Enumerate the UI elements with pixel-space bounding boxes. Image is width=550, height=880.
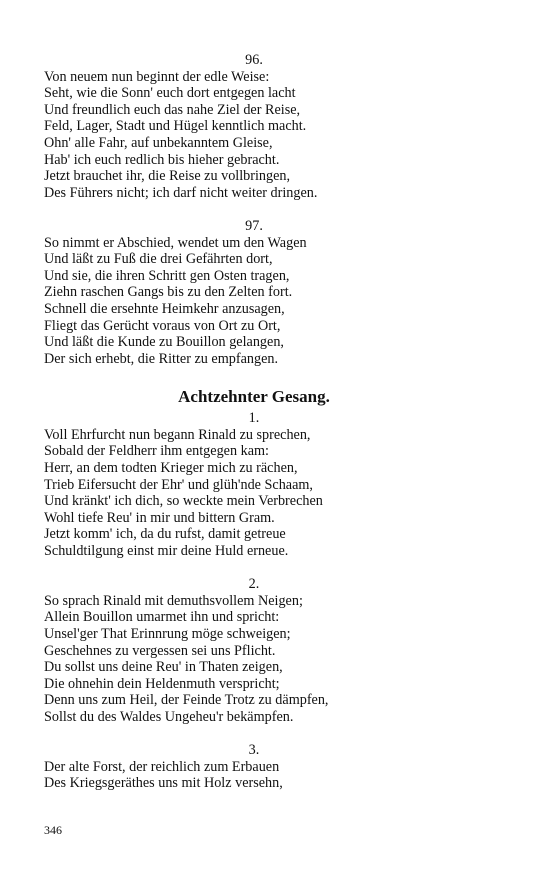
verse-line: Der sich erhebt, die Ritter zu empfangen.	[44, 350, 279, 367]
stanza-gap	[44, 201, 464, 218]
stanza-number: 2.	[248, 576, 260, 593]
verse-line: Trieb Eifersucht der Ehr' und glüh'nde Schaam,	[44, 476, 313, 493]
stanza-number: 97.	[245, 217, 263, 234]
verse-line: Allein Bouillon umarmet ihn und spricht:	[44, 609, 280, 626]
verse-line: Sobald der Feldherr ihm entgegen kam:	[44, 443, 269, 460]
verse-line: Und läßt zu Fuß die drei Gefährten dort,	[44, 251, 273, 268]
verse-line: Und läßt die Kunde zu Bouillon gelangen,	[44, 334, 284, 351]
stanza-96	[44, 52, 464, 201]
page-text	[44, 52, 464, 792]
verse-line: Du sollst uns deine Reu' in Thaten zeigen,	[44, 659, 283, 676]
verse-line: Und kränkt' ich dich, so weckte mein Verbrechen	[44, 493, 323, 510]
stanza-3	[44, 742, 464, 792]
stanza-number: 96.	[245, 52, 263, 68]
stanza-gap	[44, 726, 464, 743]
verse-line: Geschehnes zu vergessen sei uns Pflicht.	[44, 642, 276, 659]
verse-line: Des Kriegsgeräthes uns mit Holz versehn,	[44, 775, 283, 792]
stanza-number: 1.	[248, 410, 260, 427]
verse-line: Sollst du des Waldes Ungeheu'r bekämpfen.	[44, 708, 294, 725]
stanza-1	[44, 410, 464, 559]
canto-title: Achtzehnter Gesang.	[178, 387, 330, 407]
verse-line: Der alte Forst, der reichlich zum Erbauen	[44, 758, 280, 775]
page-number: 346	[44, 823, 62, 837]
verse-line: Schuldtilgung einst mir deine Huld erneue.	[44, 543, 289, 560]
verse-line: Und freundlich euch das nahe Ziel der Reise,	[44, 101, 301, 118]
verse-line: Von neuem nun beginnt der edle Weise:	[44, 68, 270, 85]
verse-line: Jetzt brauchet ihr, die Reise zu vollbringen,	[44, 168, 291, 185]
verse-line: Unsel'ger That Erinnrung möge schweigen;	[44, 626, 291, 642]
stanza-2	[44, 576, 464, 725]
verse-line: Denn uns zum Heil, der Feinde Trotz zu dämpfen,	[44, 692, 329, 709]
verse-line: Wohl tiefe Reu' in mir und bittern Gram.	[44, 509, 275, 526]
verse-line: Voll Ehrfurcht nun begann Rinald zu sprechen,	[44, 426, 311, 443]
verse-line: Die ohnehin dein Heldenmuth verspricht;	[44, 675, 280, 692]
verse-line: Hab' ich euch redlich bis hieher gebracht.	[44, 151, 280, 168]
verse-line: So sprach Rinald mit demuthsvollem Neigen;	[44, 592, 303, 609]
verse-line: Herr, an dem todten Krieger mich zu rächen,	[44, 460, 298, 477]
verse-line: Schnell die ersehnte Heimkehr anzusagen,	[44, 300, 285, 317]
stanza-number: 3.	[248, 742, 260, 759]
verse-line: Ohn' alle Fahr, auf unbekanntem Gleise,	[44, 134, 273, 151]
verse-line: Des Führers nicht; ich darf nicht weiter dringen.	[44, 184, 318, 201]
verse-line: Seht, wie die Sonn' euch dort entgegen lacht	[44, 85, 296, 102]
stanza-97	[44, 218, 464, 367]
verse-line: So nimmt er Abschied, wendet um den Wagen	[44, 234, 307, 251]
verse-line: Jetzt komm' ich, da du rufst, damit getreue	[44, 526, 286, 543]
verse-line: Und sie, die ihren Schritt gen Osten tragen,	[44, 267, 290, 284]
verse-line: Fliegt das Gerücht voraus von Ort zu Ort,	[44, 317, 281, 334]
verse-line: Ziehn raschen Gangs bis zu den Zelten fort.	[44, 284, 293, 301]
verse-line: Feld, Lager, Stadt und Hügel kenntlich macht.	[44, 118, 307, 135]
stanza-gap	[44, 560, 464, 577]
